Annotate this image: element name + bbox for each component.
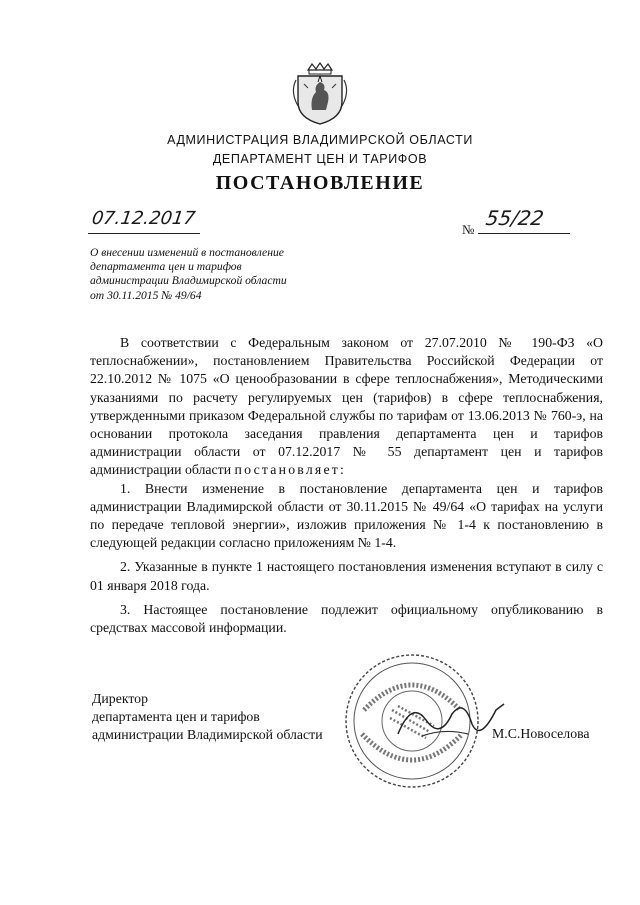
handwritten-signature-icon bbox=[392, 690, 510, 752]
document-number: 55/22 bbox=[484, 206, 546, 230]
agency-name: АДМИНИСТРАЦИЯ ВЛАДИМИРСКОЙ ОБЛАСТИ bbox=[167, 133, 473, 147]
number-prefix: № bbox=[462, 222, 475, 237]
position-line: департамента цен и тарифов bbox=[92, 709, 260, 725]
subject-line: департамента цен и тарифов bbox=[90, 260, 242, 274]
document-date: 07.12.2017 bbox=[90, 208, 197, 229]
position-line: администрации Владимирской области bbox=[92, 727, 323, 743]
preamble-text: В соответствии с Федеральным законом от 27.07.2010 № 190-ФЗ «О теплоснабжении», постановлением Правительства Российской Федерации от 22.10.2012 № 1075 «О ценообразовании в сфере теплоснабжения», Методическими указаниями по расчету регулируемых цен (тарифов) в сфере теплоснабжения, утвержденными приказом Федеральной службы по тарифам от 13.06.2013 № 760-э, на основании протокола заседания правления департамента цен и тарифов администрации области от 07.12.2017 № 55 департамент цен и тарифов администрации области bbox=[90, 335, 603, 478]
preamble-paragraph bbox=[90, 334, 603, 480]
clause-3: 3. Настоящее постановление подлежит официальному опубликованию в средствах массовой информации. bbox=[90, 601, 603, 636]
resolve-word: постановляет: bbox=[234, 462, 347, 478]
number-underline bbox=[478, 233, 570, 234]
subject-line: от 30.11.2015 № 49/64 bbox=[90, 288, 202, 302]
clause-1: 1. Внести изменение в постановление департамента цен и тарифов администрации Владимирской области от 30.11.2015 № 49/64 «О тарифах на услуги по передаче тепловой энергии», изложив приложения № 1-4 к постановлению в следующей редакции согласно приложениям № 1-4. bbox=[90, 480, 603, 551]
document-subject bbox=[90, 246, 330, 303]
signatory-name: М.С.Новоселова bbox=[492, 726, 590, 741]
document-body bbox=[90, 334, 603, 643]
signatory-position bbox=[92, 690, 323, 745]
position-line: Директор bbox=[92, 691, 148, 706]
clause-2: 2. Указанные в пункте 1 настоящего постановления изменения вступают в силу с 01 января 2018 года. bbox=[90, 559, 603, 593]
subject-line: О внесении изменений в постановление bbox=[90, 246, 284, 259]
department-name: ДЕПАРТАМЕНТ ЦЕН И ТАРИФОВ bbox=[212, 152, 428, 166]
date-underline bbox=[88, 233, 200, 234]
coat-of-arms-icon bbox=[292, 62, 348, 126]
subject-line: администрации Владимирской области bbox=[90, 274, 287, 288]
document-title: ПОСТАНОВЛЕНИЕ bbox=[215, 172, 425, 194]
